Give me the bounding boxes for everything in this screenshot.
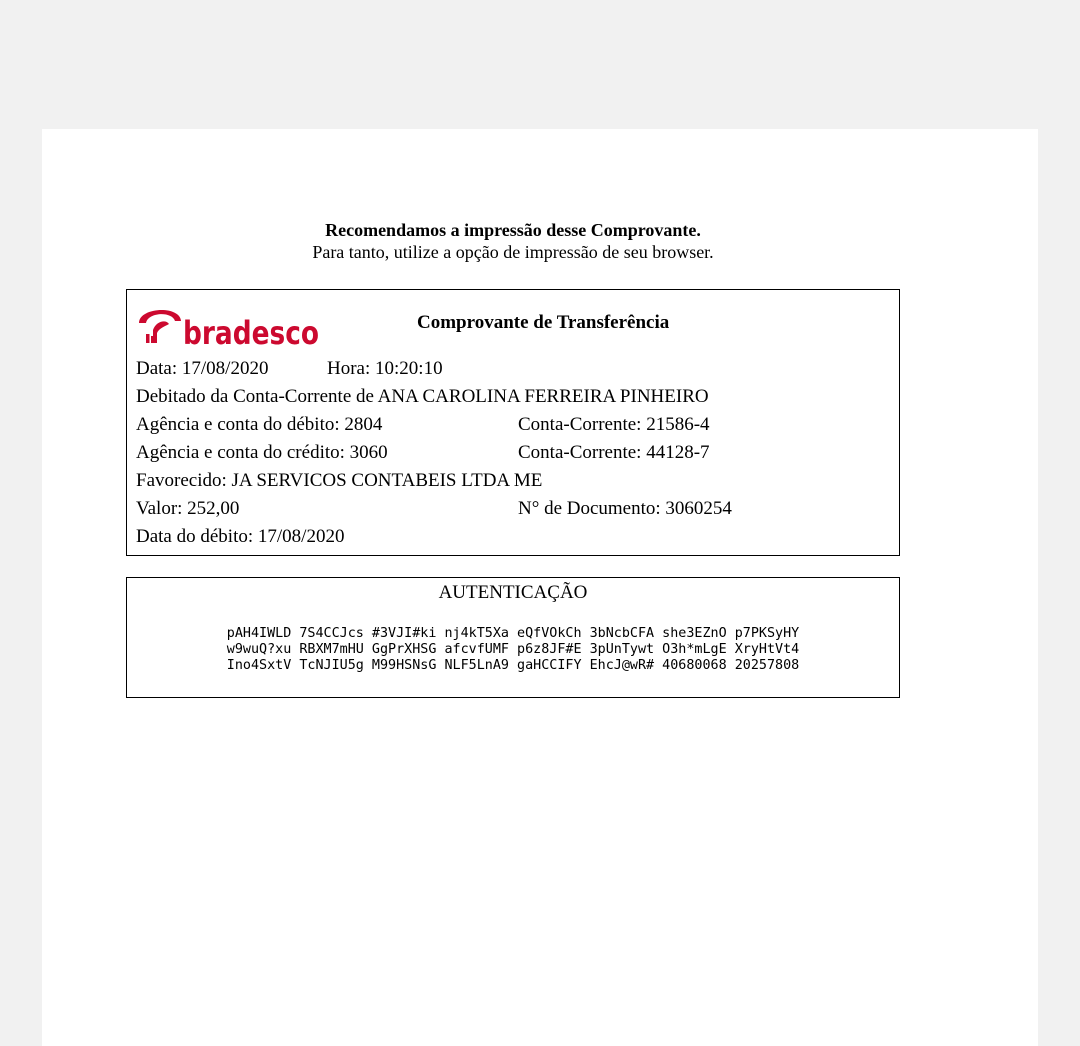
transfer-receipt <box>126 289 900 556</box>
debit-agency: Agência e conta do débito: 2804 <box>136 414 383 435</box>
bradesco-logo <box>136 301 322 352</box>
authentication-code <box>127 626 899 674</box>
authentication-code-line: pAH4IWLD 7S4CCJcs #3VJI#ki nj4kT5Xa eQfVOkCh 3bNcbCFA she3EZnO p7PKSyHY <box>226 626 800 641</box>
print-notice <box>0 219 1026 263</box>
beneficiary: Favorecido: JA SERVICOS CONTABEIS LTDA ME <box>136 470 543 491</box>
print-notice-headline: Recomendamos a impressão desse Comprovante. <box>325 220 701 240</box>
debit-date: Data do débito: 17/08/2020 <box>136 526 345 547</box>
debited-account-holder: Debitado da Conta-Corrente de ANA CAROLINA FERREIRA PINHEIRO <box>136 386 709 407</box>
credit-account: Conta-Corrente: 44128-7 <box>518 442 710 463</box>
debit-account: Conta-Corrente: 21586-4 <box>518 414 710 435</box>
credit-agency: Agência e conta do crédito: 3060 <box>136 442 388 463</box>
bradesco-logo-text: bradesco <box>183 314 319 352</box>
receipt-title: Comprovante de Transferência <box>417 312 670 333</box>
document-number: N° de Documento: 3060254 <box>518 498 732 519</box>
authentication-code-line: w9wuQ?xu RBXM7mHU GgPrXHSG afcvfUMF p6z8JF#E 3pUnTywt O3h*mLgE XryHtVt4 <box>226 642 800 657</box>
authentication-code-line: Ino4SxtV TcNJIU5g M99HSNsG NLF5LnA9 gaHCCIFY EhcJ@wR# 40680068 20257808 <box>226 658 800 673</box>
authentication-title: AUTENTICAÇÃO <box>438 582 588 603</box>
authentication-box <box>126 577 900 698</box>
transfer-time: Hora: 10:20:10 <box>327 358 443 379</box>
transfer-amount: Valor: 252,00 <box>136 498 240 519</box>
print-notice-instruction: Para tanto, utilize a opção de impressão de seu browser. <box>312 242 714 262</box>
bradesco-tree-icon <box>139 310 181 323</box>
transfer-date: Data: 17/08/2020 <box>136 358 269 379</box>
